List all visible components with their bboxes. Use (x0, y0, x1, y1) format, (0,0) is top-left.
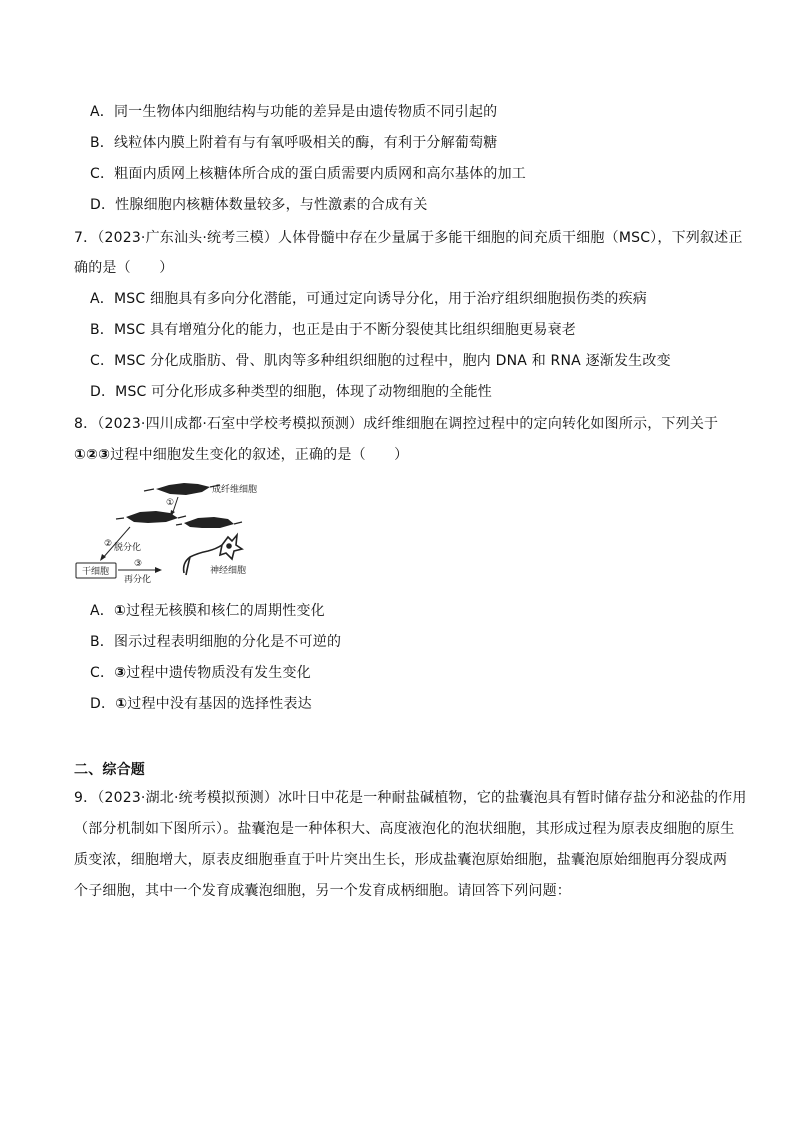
q7-option-c[interactable]: C．MSC 分化成脂肪、骨、肌肉等多种组织细胞的过程中，胞内 DNA 和 RNA 逐渐发生改变 (90, 353, 671, 369)
q8-option-c[interactable] (90, 663, 311, 683)
q9-line3: 质变浓，细胞增大，原表皮细胞垂直于叶片突出生长，形成盐囊泡原始细胞，盐囊泡原始细胞再分裂成两 (74, 852, 728, 868)
q8-option-a-text: 过程无核膜和核仁的周期性变化 (126, 603, 325, 619)
dedifferentiation-label: 脱分化 (114, 543, 142, 553)
q8-stem-line2-text: 过程中细胞发生变化的叙述，正确的是（ ） (110, 447, 409, 463)
step3-label: ③ (134, 559, 143, 569)
q6-option-b[interactable]: B．线粒体内膜上附着有与有氧呼吸相关的酶，有利于分解葡萄糖 (90, 135, 498, 151)
q8-option-d-mark: ① (115, 696, 128, 712)
q8-option-b[interactable]: B．图示过程表明细胞的分化是不可逆的 (90, 634, 342, 650)
q7-option-b[interactable]: B．MSC 具有增殖分化的能力，也正是由于不断分裂使其比组织细胞更易衰老 (90, 322, 576, 338)
q9-line2: （部分机制如下图所示）。盐囊泡是一种体积大、高度液泡化的泡状细胞，其形成过程为原表皮细胞的原生 (74, 821, 735, 837)
q6-option-d[interactable]: D．性腺细胞内核糖体数量较多，与性激素的合成有关 (90, 197, 428, 213)
redifferentiation-label: 再分化 (124, 575, 152, 585)
q8-option-c-prefix: C． (90, 665, 115, 681)
neuron-label: 神经细胞 (210, 566, 247, 576)
step1-label: ① (166, 498, 175, 508)
fibroblast-label: 成纤维细胞 (212, 485, 258, 495)
process-marks: ①②③ (74, 447, 111, 463)
stem-cell-label: 干细胞 (82, 567, 110, 577)
q7-option-a[interactable]: A．MSC 细胞具有多向分化潜能，可通过定向诱导分化，用于治疗组织细胞损伤类的疾病 (90, 291, 647, 307)
q7-stem-line1: 7．（2023·广东汕头·统考三模）人体骨髓中存在少量属于多能干细胞的间充质干细胞（MSC），下列叙述正 (74, 230, 743, 246)
q9-line1: 9．（2023·湖北·统考模拟预测）冰叶日中花是一种耐盐碱植物，它的盐囊泡具有暂时储存盐分和泌盐的作用 (74, 790, 747, 806)
step2-label: ② (104, 539, 113, 549)
q8-option-d[interactable] (90, 694, 312, 714)
q6-option-a[interactable]: A．同一生物体内细胞结构与功能的差异是由遗传物质不同引起的 (90, 104, 498, 120)
q8-option-a-mark: ① (113, 603, 127, 619)
q9-line4: 个子细胞，其中一个发育成囊泡细胞，另一个发育成柄细胞。请回答下列问题： (74, 883, 571, 899)
q8-option-c-text: 过程中遗传物质没有发生变化 (126, 665, 311, 681)
fibroblast-cell-middle-left (116, 511, 186, 523)
fibroblast-cell-top (144, 483, 220, 495)
section-2-title: 二、综合题 (74, 762, 145, 778)
q8-option-a[interactable] (90, 601, 325, 621)
fibroblast-cell-middle-right (176, 517, 242, 528)
q7-option-d[interactable]: D．MSC 可分化形成多种类型的细胞，体现了动物细胞的全能性 (90, 384, 492, 400)
cell-transformation-diagram (74, 475, 294, 585)
q7-stem-line2: 确的是（ ） (74, 260, 174, 276)
q8-option-a-prefix: A． (90, 603, 114, 619)
q8-option-d-text: 过程中没有基因的选择性表达 (127, 696, 312, 712)
q8-stem-line1: 8．（2023·四川成都·石室中学校考模拟预测）成纤维细胞在调控过程中的定向转化如图所示，下列关于 (74, 416, 719, 432)
q8-stem-line2 (74, 445, 408, 465)
q6-option-c[interactable]: C．粗面内质网上核糖体所合成的蛋白质需要内质网和高尔基体的加工 (90, 166, 526, 182)
q8-option-d-prefix: D． (90, 696, 116, 712)
q8-option-c-mark: ③ (114, 665, 127, 681)
